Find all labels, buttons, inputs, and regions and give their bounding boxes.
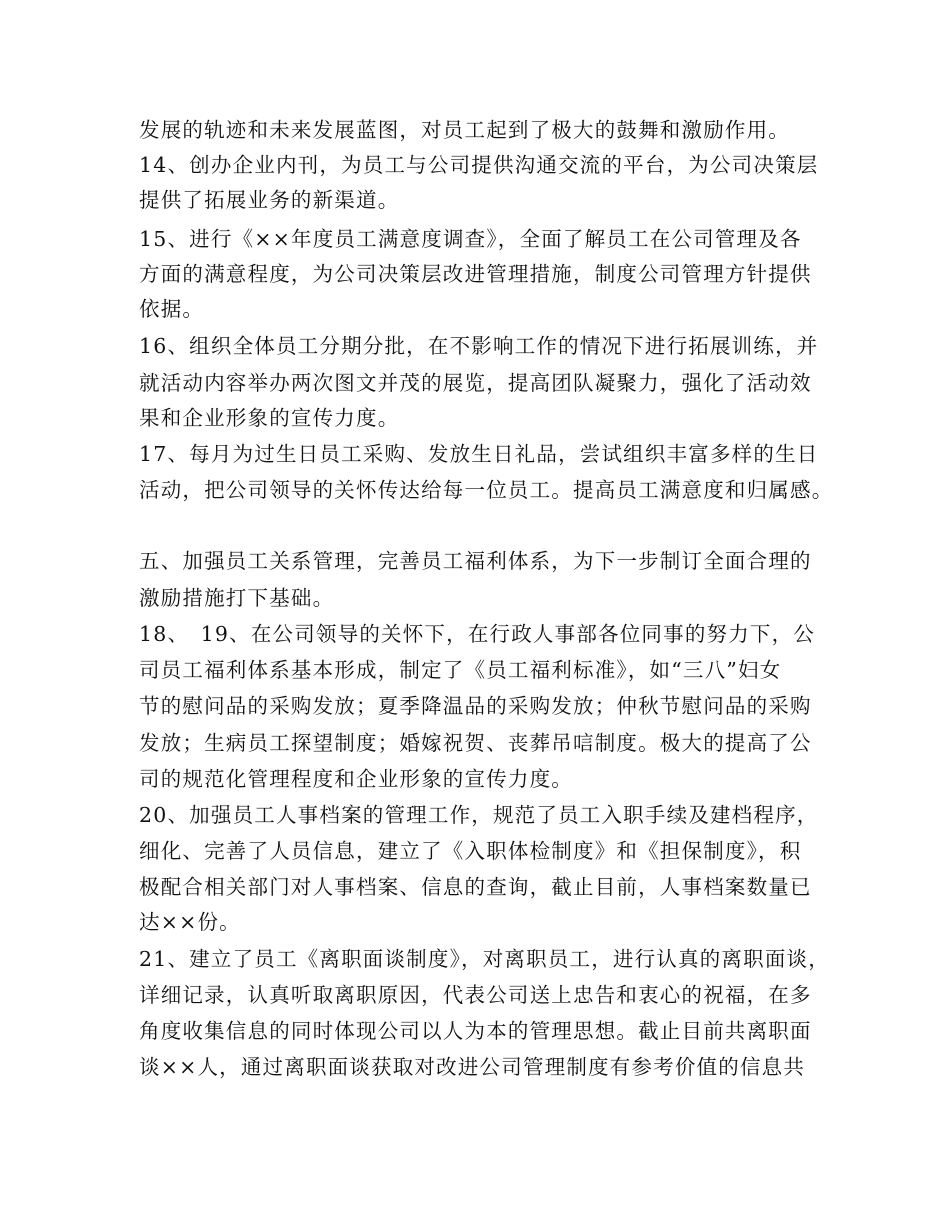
text-line: 方面的满意程度，为公司决策层改进管理措施，制度公司管理方针提供 xyxy=(139,262,812,286)
text-line: 果和企业形象的宣传力度。 xyxy=(139,406,400,430)
text-line: 18、 19、在公司领导的关怀下，在行政人事部各位同事的努力下，公 xyxy=(139,622,816,646)
text-line: 细化、完善了人员信息，建立了《入职体检制度》和《担保制度》，积 xyxy=(139,839,802,863)
text-line: 发放；生病员工探望制度；婚嫁祝贺、丧葬吊唁制度。极大的提高了公 xyxy=(139,731,812,755)
section-heading: 激励措施打下基础。 xyxy=(139,586,335,610)
text-line: 依据。 xyxy=(139,297,205,321)
text-line: 极配合相关部门对人事档案、信息的查询，截止目前，人事档案数量已 xyxy=(139,875,812,899)
text-line: 活动，把公司领导的关怀传达给每一位员工。提高员工满意度和归属感。 xyxy=(139,478,834,502)
text-line: 司的规范化管理程度和企业形象的宣传力度。 xyxy=(139,767,573,791)
text-line: 20、加强员工人事档案的管理工作，规范了员工入职手续及建档程序， xyxy=(139,803,819,827)
text-line: 14、创办企业内刊，为员工与公司提供沟通交流的平台，为公司决策层 xyxy=(139,153,819,177)
text-line: 谈××人，通过离职面谈获取对改进公司管理制度有参考价值的信息共 xyxy=(139,1055,806,1079)
text-line: 节的慰问品的采购发放；夏季降温品的采购发放；仲秋节慰问品的采购 xyxy=(139,694,812,718)
text-line: 15、进行《××年度员工满意度调查》，全面了解员工在公司管理及各 xyxy=(139,227,802,251)
text-line: 达××份。 xyxy=(139,910,241,934)
text-line: 角度收集信息的同时体现公司以人为本的管理思想。截止目前共离职面 xyxy=(139,1019,812,1043)
section-heading: 五、加强员工关系管理，完善员工福利体系，为下一步制订全面合理的 xyxy=(139,549,812,573)
text-line: 提供了拓展业务的新渠道。 xyxy=(139,188,400,212)
text-line: 详细记录，认真听取离职原因，代表公司送上忠告和衷心的祝福，在多 xyxy=(139,983,812,1007)
text-line: 司员工福利体系基本形成，制定了《员工福利标准》，如“三八”妇女 xyxy=(139,658,782,682)
text-line: 就活动内容举办两次图文并茂的展览，提高团队凝聚力，强化了活动效 xyxy=(139,371,812,395)
text-line: 17、每月为过生日员工采购、发放生日礼品，尝试组织丰富多样的生日 xyxy=(139,442,819,466)
text-line: 16、组织全体员工分期分批，在不影响工作的情况下进行拓展训练，并 xyxy=(139,334,819,358)
text-line: 发展的轨迹和未来发展蓝图，对员工起到了极大的鼓舞和激励作用。 xyxy=(139,118,790,142)
text-line: 21、建立了员工《离职面谈制度》，对离职员工，进行认真的离职面谈， xyxy=(139,947,830,971)
